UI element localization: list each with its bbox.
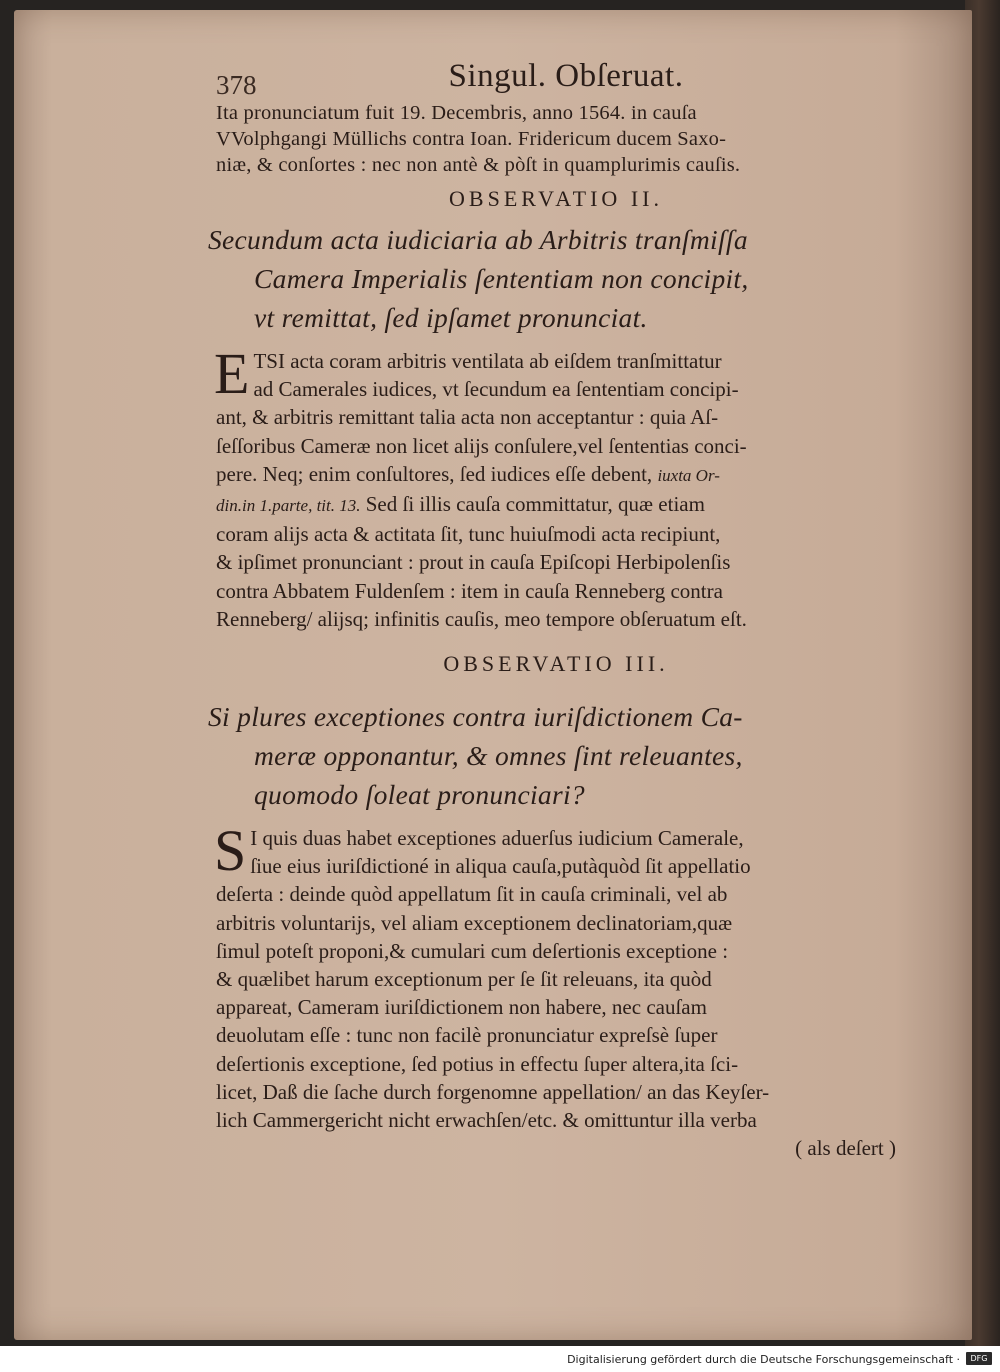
dfg-logo: DFG (966, 1352, 992, 1365)
text-line: TSI acta coram arbitris ventilata ab eiſdem tranſmittatur (253, 349, 722, 373)
text-line: lich Cammergericht nicht erwachſen/etc. & omittuntur illa verba (216, 1108, 757, 1133)
observatio-summary (208, 697, 896, 814)
summary-line: Si plures exceptiones contra iuriſdictionem Ca- (208, 701, 743, 733)
text-line: deuolutam eſſe : tunc non facilè pronunciatur expreſsè ſuper (216, 1023, 718, 1048)
opening-paragraph (216, 100, 896, 178)
text-line: Ita pronunciatum fuit 19. Decembris, anno 1564. in cauſa (216, 102, 697, 124)
observatio-heading: OBSERVATIO III. (443, 651, 669, 677)
text-line: ſiue eius iuriſdictioné in aliqua cauſa,putàquòd ſit appellatio (250, 854, 751, 879)
observatio-summary (208, 220, 896, 337)
text-line (216, 460, 896, 490)
citation: din.in 1.parte, tit. 13. (216, 496, 361, 516)
summary-line: meræ opponantur, & omnes ſint releuantes, (254, 740, 743, 772)
text-line: appareat, Cameram iuriſdictionem non habere, nec cauſam (216, 995, 707, 1020)
text-line: deſertionis exceptione, ſed potius in effectu ſuper altera,ita ſci- (216, 1051, 739, 1076)
drop-capital: S (214, 818, 247, 884)
text-line: ſimul poteſt proponi,& cumulari cum deſertionis exceptione : (216, 938, 729, 963)
text-line (216, 490, 896, 520)
text-line: ſeſſoribus Cameræ non licet alijs conſulere,vel ſententias conci- (216, 433, 747, 458)
text-line: licet, Daß die ſache durch forgenomne appellation/ an das Keyſer- (216, 1079, 770, 1104)
footer-bar (0, 1346, 1000, 1372)
funding-notice: Digitalisierung gefördert durch die Deutsche Forschungsgemeinschaft · (567, 1353, 960, 1366)
text-line: ant, & arbitris remittant talia acta non acceptantur : quia Aſ- (216, 405, 719, 430)
text-line: VVolphgangi Müllichs contra Ioan. Fridericum ducem Saxo- (216, 128, 727, 150)
text-line: & ipſimet pronunciant : prout in cauſa Epiſcopi Herbipolenſis (216, 550, 731, 575)
drop-capital: E (214, 341, 250, 406)
summary-line: Secundum acta iudiciaria ab Arbitris tranſmiſſa (208, 224, 748, 255)
running-head: Singul. Obſeruat. (448, 58, 684, 94)
text-line: & quælibet harum exceptionum per ſe ſit releuans, ita quòd (216, 967, 712, 992)
summary-line: vt remittat, ſed ipſamet pronunciat. (254, 302, 648, 333)
text-line: deſerta : deinde quòd appellatum ſit in cauſa criminali, vel ab (216, 882, 728, 907)
summary-line: Camera Imperialis ſententiam non concipit, (254, 263, 749, 294)
observatio-body (214, 818, 896, 1162)
book-page (14, 10, 972, 1340)
text-line: coram alijs acta & actitata ſit, tunc huiuſmodi acta recipiunt, (216, 522, 721, 547)
text-segment: Sed ſi illis cauſa committatur, quæ etiam (365, 492, 705, 517)
citation: iuxta Or- (657, 465, 720, 485)
page-number: 378 (216, 70, 257, 100)
observatio-body (214, 341, 896, 633)
observatio-heading: OBSERVATIO II. (449, 186, 663, 211)
catchword: ( als deſert ) (795, 1136, 896, 1161)
observatio-3-section (208, 651, 896, 1162)
text-line: arbitris voluntarijs, vel aliam exceptionem declinatoriam,quæ (216, 910, 733, 935)
observatio-2-section (208, 186, 896, 633)
text-line: I quis duas habet exceptiones aduerſus iudicium Camerale, (250, 826, 744, 851)
summary-line: quomodo ſoleat pronunciari? (254, 779, 585, 811)
page-text-block (208, 56, 896, 1162)
text-line: Renneberg/ alijsq; infinitis cauſis, meo tempore obſeruatum eſt. (216, 606, 747, 631)
text-line: ad Camerales iudices, vt ſecundum ea ſententiam concipi- (253, 377, 739, 402)
text-segment: pere. Neq; enim conſultores, ſed iudices eſſe debent, (216, 461, 653, 486)
text-line: niæ, & conſortes : nec non antè & pòſt in quamplurimis cauſis. (216, 154, 741, 176)
text-line: contra Abbatem Fuldenſem : item in cauſa Renneberg contra (216, 578, 723, 603)
